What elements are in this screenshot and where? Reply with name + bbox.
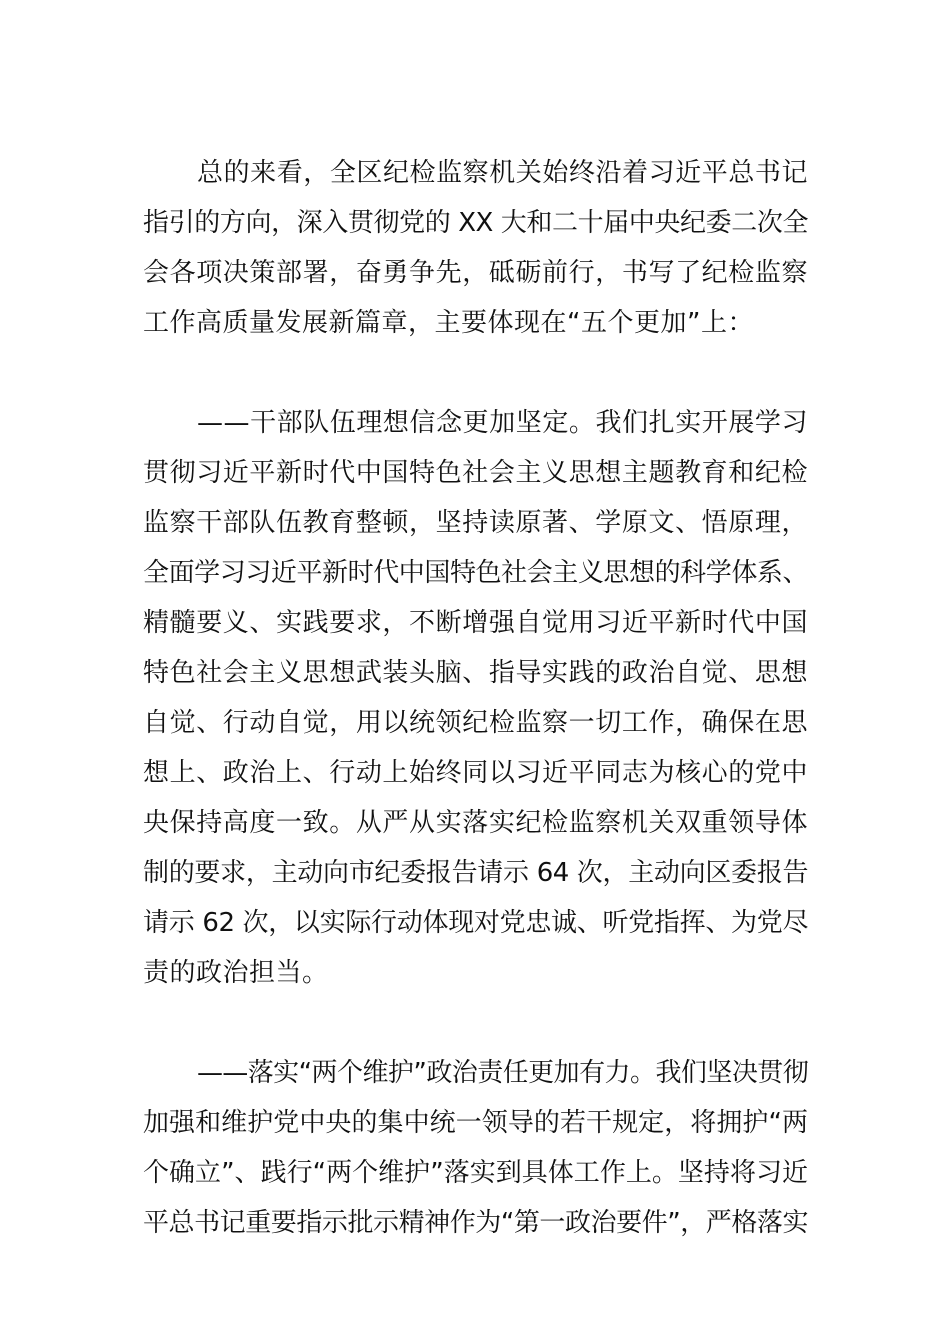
text-line: 精髓要义、实践要求，不断增强自觉用习近平新时代中国 bbox=[143, 608, 808, 638]
paragraph-spacer bbox=[143, 348, 808, 398]
text-line: 监察干部队伍教育整顿，坚持读原著、学原文、悟原理， bbox=[143, 508, 808, 538]
text-line: 请示 62 次，以实际行动体现对党忠诚、听党指挥、为党尽 bbox=[143, 908, 808, 938]
text-line: 制的要求，主动向市纪委报告请示 64 次，主动向区委报告 bbox=[143, 858, 808, 888]
document-body bbox=[143, 148, 808, 1248]
text-line: 平总书记重要指示批示精神作为“第一政治要件”，严格落实 bbox=[143, 1208, 808, 1238]
text-line: 特色社会主义思想武装头脑、指导实践的政治自觉、思想 bbox=[143, 658, 808, 688]
text-line: ——干部队伍理想信念更加坚定。我们扎实开展学习 bbox=[197, 408, 808, 438]
text-line: 央保持高度一致。从严从实落实纪检监察机关双重领导体 bbox=[143, 808, 808, 838]
text-line: 自觉、行动自觉，用以统领纪检监察一切工作，确保在思 bbox=[143, 708, 808, 738]
text-line: 工作高质量发展新篇章，主要体现在“五个更加”上： bbox=[143, 308, 754, 338]
text-line: 责的政治担当。 bbox=[143, 958, 329, 988]
text-line: 想上、政治上、行动上始终同以习近平同志为核心的党中 bbox=[143, 758, 808, 788]
text-line: 个确立”、践行“两个维护”落实到具体工作上。坚持将习近 bbox=[143, 1158, 808, 1188]
text-line: 总的来看，全区纪检监察机关始终沿着习近平总书记 bbox=[197, 158, 808, 188]
paragraph-spacer bbox=[143, 998, 808, 1048]
text-line: 贯彻习近平新时代中国特色社会主义思想主题教育和纪检 bbox=[143, 458, 808, 488]
text-line: 全面学习习近平新时代中国特色社会主义思想的科学体系、 bbox=[143, 558, 808, 588]
paragraph-two-maintains bbox=[143, 1048, 808, 1248]
text-line: 加强和维护党中央的集中统一领导的若干规定，将拥护“两 bbox=[143, 1108, 808, 1138]
text-line: 指引的方向，深入贯彻党的 XX 大和二十届中央纪委二次全 bbox=[143, 208, 808, 238]
text-line: 会各项决策部署，奋勇争先，砥砺前行，书写了纪检监察 bbox=[143, 258, 808, 288]
paragraph-ideals bbox=[143, 398, 808, 998]
paragraph-summary bbox=[143, 148, 808, 348]
text-line: ——落实“两个维护”政治责任更加有力。我们坚决贯彻 bbox=[197, 1058, 808, 1088]
